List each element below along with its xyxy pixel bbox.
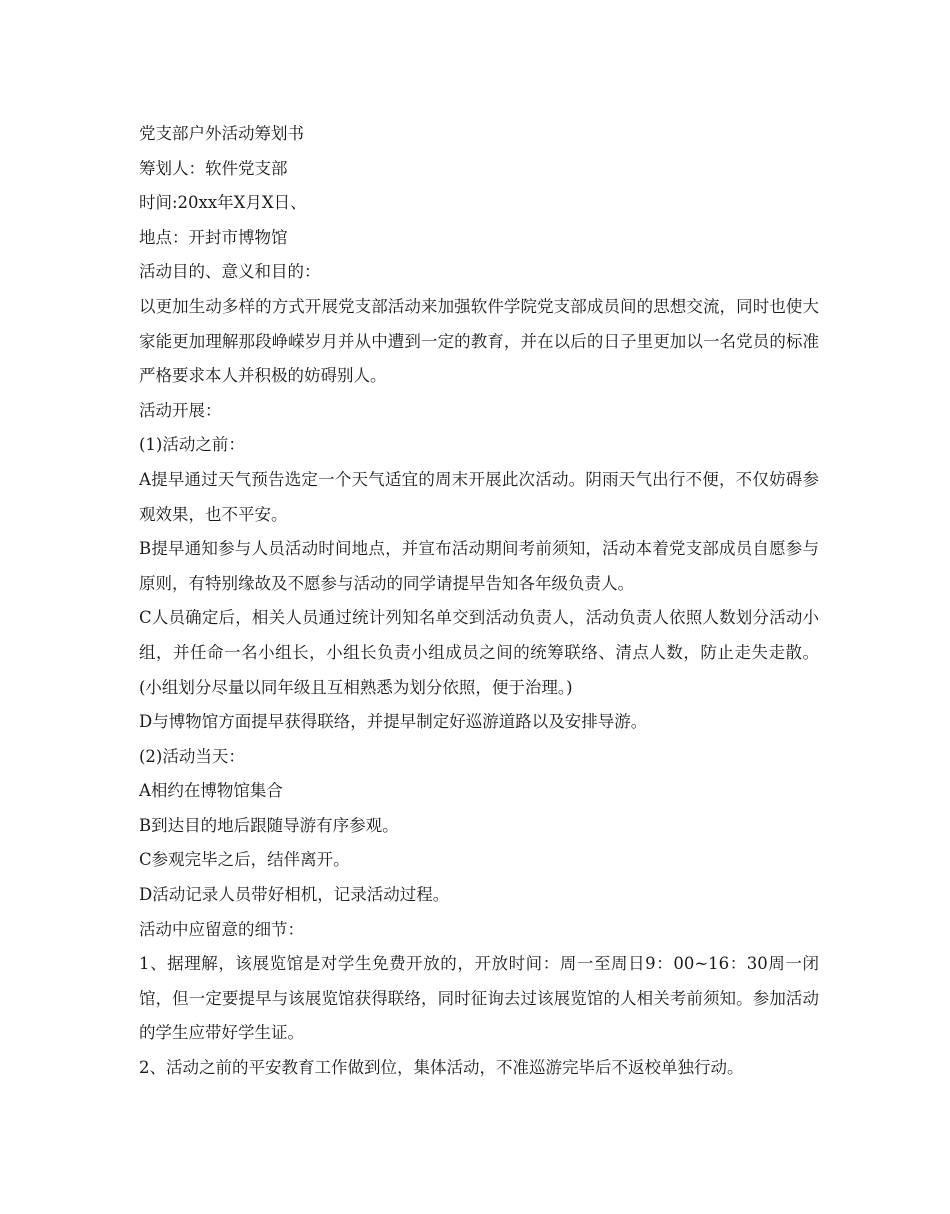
document-page <box>139 117 819 1086</box>
day-item-c: C参观完毕之后，结伴离开。 <box>139 850 350 870</box>
before-heading: (1)活动之前： <box>139 435 245 455</box>
day-item-a: A相约在博物馆集合 <box>139 781 283 801</box>
planner-line: 筹划人：软件党支部 <box>139 158 288 178</box>
notes-heading: 活动中应留意的细节： <box>139 919 304 939</box>
note-item-2: 2、活动之前的平安教育工作做到位，集体活动，不准巡游完毕后不返校单独行动。 <box>139 1058 744 1078</box>
before-item-b: B提早通知参与人员活动时间地点，并宣布活动期间考前须知，活动本着党支部成员自愿参与原则，有特别缘故及不愿参与活动的同学请提早告知各年级负责人。 <box>139 539 819 593</box>
note-item-1: 1、据理解，该展览馆是对学生免费开放的，开放时间：周一至周日9：00~16：30周一闭馆，但一定要提早与该展览馆获得联络，同时征询去过该展览馆的人相关考前须知。参加活动的学生应带好学生证。 <box>139 954 819 1043</box>
purpose-heading: 活动目的、意义和目的： <box>139 262 321 282</box>
day-heading: (2)活动当天： <box>139 746 245 766</box>
day-item-d: D活动记录人员带好相机，记录活动过程。 <box>139 885 450 905</box>
location-line: 地点：开封市博物馆 <box>139 227 288 247</box>
before-item-a: A提早通过天气预告选定一个天气适宜的周末开展此次活动。阴雨天气出行不便，不仅妨碍参观效果，也不平安。 <box>139 469 819 524</box>
before-item-c: C人员确定后，相关人员通过统计列知名单交到活动负责人，活动负责人依照人数划分活动小组，并任命一名小组长，小组长负责小组成员之间的统筹联络、清点人数，防止走失走散。(小组划分尽量以同年级且互相熟悉为划分依照，便于治理。) <box>139 608 819 697</box>
day-item-b: B到达目的地后跟随导游有序参观。 <box>139 815 399 835</box>
document-title: 党支部户外活动筹划书 <box>139 124 304 143</box>
before-item-d: D与博物馆方面提早获得联络，并提早制定好巡游道路以及安排导游。 <box>139 712 648 732</box>
development-heading: 活动开展： <box>139 400 222 420</box>
time-line: 时间:20xx年X月X日、 <box>139 193 307 213</box>
purpose-paragraph: 以更加生动多样的方式开展党支部活动来加强软件学院党支部成员间的思想交流，同时也使大家能更加理解那段峥嵘岁月并从中遭到一定的教育，并在以后的日子里更加以一名党员的标准严格要求本人并积极的妨碍别人。 <box>139 296 819 386</box>
